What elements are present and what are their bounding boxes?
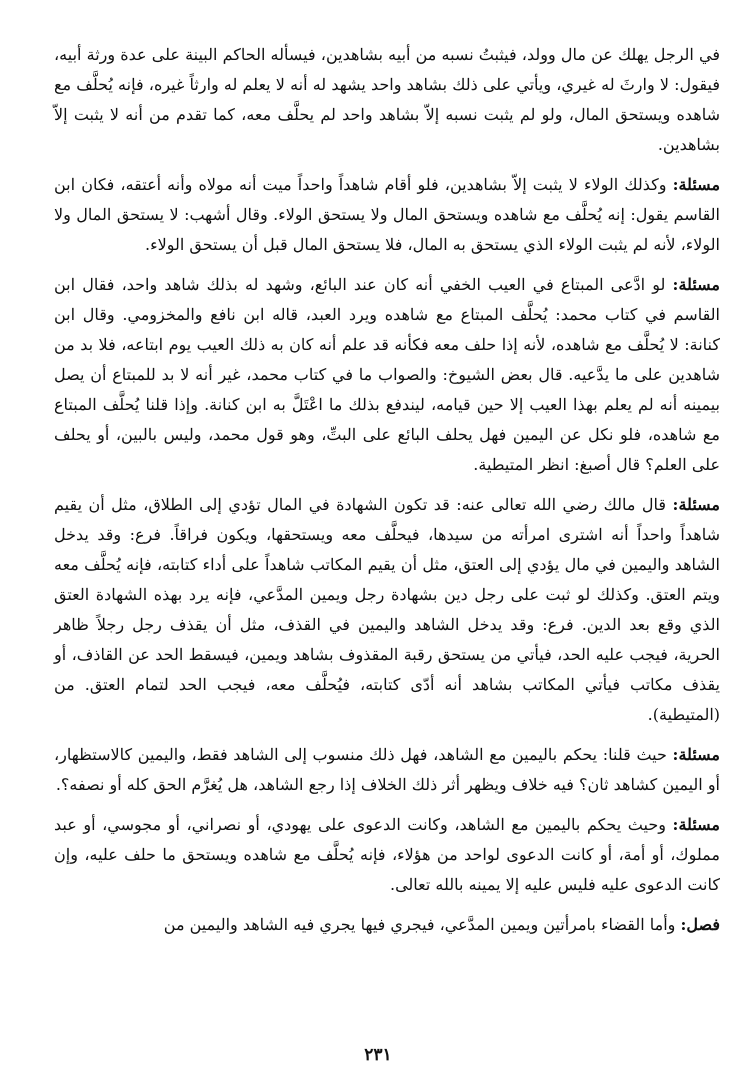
- paragraph-7-text: وأما القضاء بامرأتين ويمين المدَّعي، فيجري فيها يجري فيه الشاهد واليمين من: [163, 915, 681, 934]
- paragraph-5-lead: مسئلة:: [672, 745, 720, 764]
- paragraph-6-text: وحيث يحكم باليمين مع الشاهد، وكانت الدعوى على يهودي، أو نصراني، أو مجوسي، أو عبد مملوك، أو أمة، أو كانت الدعوى لواحد من هؤلاء، فإنه يُحلَّف مع شاهده ويستحق ما حلف عليه، وإن كانت الدعوى عليه فليس عليه إلا يمينه بالله تعالى.: [54, 815, 720, 894]
- paragraph-6-lead: مسئلة:: [672, 815, 720, 834]
- paragraph-4: [54, 490, 720, 730]
- paragraph-5: [54, 740, 720, 800]
- paragraph-1: [54, 40, 720, 160]
- paragraph-2-text: وكذلك الولاء لا يثبت إلاّ بشاهدين، فلو أقام شاهداً واحداً ميت أنه مولاه وأنه أعتقه، فكان ابن القاسم يقول: إنه يُحلَّف مع شاهده ويستحق المال ولا يستحق الولاء. وقال أشهب: لا يستحق المال ولا الولاء، لأنه لم يثبت الولاء الذي يستحق به المال، فلا يستحق المال قبل أن يستحق الولاء.: [54, 175, 720, 254]
- paragraph-7: [54, 910, 720, 940]
- page-body: [54, 40, 720, 1051]
- paragraph-4-text: قال مالك رضي الله تعالى عنه: قد تكون الشهادة في المال تؤدي إلى الطلاق، مثل أن يقيم شاهداً واحداً أنه اشترى امرأته من سيدها، فيحلَّف معه ويستحقها، ويكون فراقاً. فرع: وقد يدخل الشاهد واليمين في مال يؤدي إلى العتق، مثل أن يقيم المكاتب شاهداً على أداء كتابته، فإنه يُحلَّف معه ويتم العتق. وكذلك لو ثبت على رجل دين بشهادة رجل ويمين المدَّعي، فإنه يرد بهذه الشهادة العتق الذي وقع بعد الدين. فرع: وقد يدخل الشاهد واليمين في القذف، مثل أن يقذف رجل رجلاً ظاهر الحرية، فيجب عليه الحد، فيأتي من يستحق رقبة المقذوف بشاهد ويمين، فيسقط الحد عن القاذف، أو يقذف مكاتب فيأتي المكاتب بشاهد أنه أدّى كتابته، فيُحلَّف معه، فيجب الحد لتمام العتق. من (المتيطية).: [54, 495, 721, 724]
- page-number: ٢٣١: [364, 1045, 392, 1065]
- paragraph-4-lead: مسئلة:: [672, 495, 720, 514]
- paragraph-7-lead: فصل:: [680, 915, 720, 934]
- paragraph-3-lead: مسئلة:: [672, 275, 720, 294]
- paragraph-2-lead: مسئلة:: [672, 175, 721, 194]
- paragraph-6: [54, 810, 720, 900]
- paragraph-2: [54, 170, 720, 260]
- paragraph-1-text: في الرجل يهلك عن مال وولد، فيثبتُ نسبه من أبيه بشاهدين، فيسأله الحاكم البينة على عدة ورثة أبيه، فيقول: لا وارثَ له غيري، ويأتي على ذلك بشاهد واحد يشهد له أنه لا يعلم له وارثاً غيره، فإنه يُحلَّف مع شاهده ويستحق المال، ولو لم يثبت نسبه إلاّ بشاهد واحد لم يحلَّف معه، كما تقدم من أنه لا يثبت إلاّ بشاهدين.: [54, 45, 720, 154]
- paragraph-3: [54, 270, 720, 480]
- paragraph-3-text: لو ادَّعى المبتاع في العيب الخفي أنه كان عند البائع، وشهد له بذلك شاهد واحد، فقال ابن القاسم في كتاب محمد: يُحلَّف المبتاع مع شاهده ويرد العبد، قاله ابن نافع والمخزومي. وقال ابن كنانة: لا يُحلَّف مع شاهده، لأنه إذا حلف معه فكأنه قد علم أنه كان به ذلك العيب يوم ابتاعه، فلا بد من شاهدين على ما يدَّعيه. قال بعض الشيوخ: والصواب ما في كتاب محمد، غير أنه لا بد للمبتاع أن يصل بيمينه أنه لم يعلم بهذا العيب إلا حين قيامه، ليندفع بذلك ما اعْتَلَّ به ابن كنانة. وإذا قلنا يُحلَّف المبتاع مع شاهده، فلو نكل عن اليمين فهل يحلف البائع على البتِّ، وهو قول محمد، وليس بالبين، أو يحلف على العلم؟ قال أصبغ: انظر المتيطية.: [54, 275, 721, 474]
- paragraph-5-text: حيث قلنا: يحكم باليمين مع الشاهد، فهل ذلك منسوب إلى الشاهد فقط، واليمين كالاستظهار، أو اليمين كشاهد ثان؟ فيه خلاف ويظهر أثر ذلك الخلاف إذا رجع الشاهد، هل يُغرَّم الحق كله أو نصفه؟.: [54, 745, 720, 794]
